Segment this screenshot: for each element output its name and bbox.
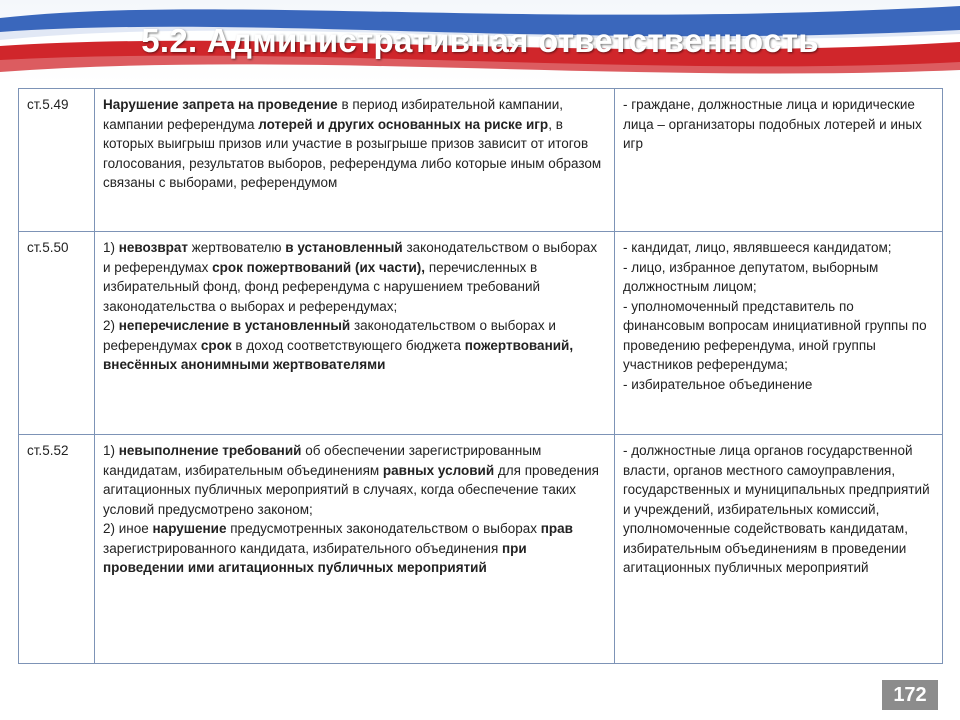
text-run: предусмотренных законодательством о выборах bbox=[226, 521, 541, 536]
text-run: 2) иное bbox=[103, 521, 153, 536]
table-row bbox=[19, 435, 943, 664]
bold-text-run: нарушение bbox=[152, 521, 227, 536]
text-run: ‐ граждане, должностные лица и юридические лица – организаторы подобных лотерей и иных игр bbox=[623, 97, 922, 151]
bold-text-run: прав bbox=[540, 521, 573, 536]
text-run: жертвователю bbox=[188, 240, 286, 255]
subjects-cell bbox=[615, 435, 943, 664]
text-run: перечисленных в избирательный фонд, фонд референдума с нарушением требований законодательства о выборах и референдумах; bbox=[103, 259, 541, 314]
text-run: , в которых выигрыш призов или участие в розыгрыше призов зависит от итогов голосования, результатов выборов, референдума либо которые иным образом связаны с выборами, референдумом bbox=[103, 116, 602, 190]
page-number-badge: 172 bbox=[882, 680, 938, 710]
bold-text-run: в установленный bbox=[285, 240, 403, 255]
article-cell: ст.5.49 bbox=[19, 89, 95, 232]
text-run: зарегистрированного кандидата, избирательного объединения bbox=[103, 540, 503, 556]
bold-text-run: при проведении ими агитационных публичных мероприятий bbox=[103, 540, 527, 575]
bold-text-run: пожертвований, внесённых анонимными жертвователями bbox=[103, 337, 574, 372]
text-run: об обеспечении зарегистрированным кандидатам, избирательным объединениям bbox=[103, 443, 542, 478]
table-row bbox=[19, 89, 943, 232]
text-run: законодательством о выборах и референдумах bbox=[103, 240, 598, 275]
text-run: ‐ должностные лица органов государственной власти, органов местного самоуправления, государственных и муниципальных предприятий и учреждений, избирательных комиссий, уполномоченные содействовать кандидатам, избирательным объединениям в проведении агитационных публичных мероприятий bbox=[623, 443, 930, 575]
bold-text-run: срок пожертвований (их части), bbox=[212, 259, 426, 275]
subjects-cell bbox=[615, 232, 943, 435]
table-row bbox=[19, 232, 943, 435]
bold-text-run: невыполнение требований bbox=[118, 443, 302, 458]
text-run: 1) bbox=[103, 240, 119, 255]
bold-text-run: равных условий bbox=[382, 462, 495, 478]
text-run: в период избирательной кампании, кампании референдума bbox=[103, 97, 563, 132]
article-cell: ст.5.50 bbox=[19, 232, 95, 435]
bold-text-run: срок bbox=[200, 337, 232, 353]
offense-cell bbox=[95, 232, 615, 435]
text-run: 1) bbox=[103, 443, 119, 458]
text-run: 2) bbox=[103, 318, 119, 333]
bold-text-run: неперечисление в установленный bbox=[118, 318, 351, 333]
text-run: законодательством о выборах и референдумах bbox=[103, 318, 556, 353]
responsibility-table bbox=[18, 88, 943, 664]
text-run: для проведения агитационных публичных мероприятий в случаях, когда обеспечение таких условий предусмотрено законом; bbox=[103, 462, 599, 517]
subjects-cell bbox=[615, 89, 943, 232]
text-run: - избирательное объединение bbox=[623, 376, 813, 392]
text-run: в доход соответствующего бюджета bbox=[231, 337, 465, 353]
text-run: ‐ кандидат, лицо, являвшееся кандидатом; bbox=[623, 240, 892, 255]
bold-text-run: лотерей и других основанных на риске игр bbox=[258, 116, 549, 132]
offense-cell bbox=[95, 89, 615, 232]
flag-banner bbox=[0, 0, 960, 82]
article-cell: ст.5.52 bbox=[19, 435, 95, 664]
bold-text-run: невозврат bbox=[118, 240, 188, 255]
bold-text-run: Нарушение запрета на проведение bbox=[103, 97, 338, 112]
text-run: - уполномоченный представитель по финансовым вопросам инициативной группы по проведению референдума, иной группы участников референдума; bbox=[623, 298, 927, 372]
text-run: ‐ лицо, избранное депутатом, выборным должностным лицом; bbox=[623, 259, 879, 294]
offense-cell bbox=[95, 435, 615, 664]
slide-title: 5.2. Административная ответственность bbox=[141, 22, 819, 59]
